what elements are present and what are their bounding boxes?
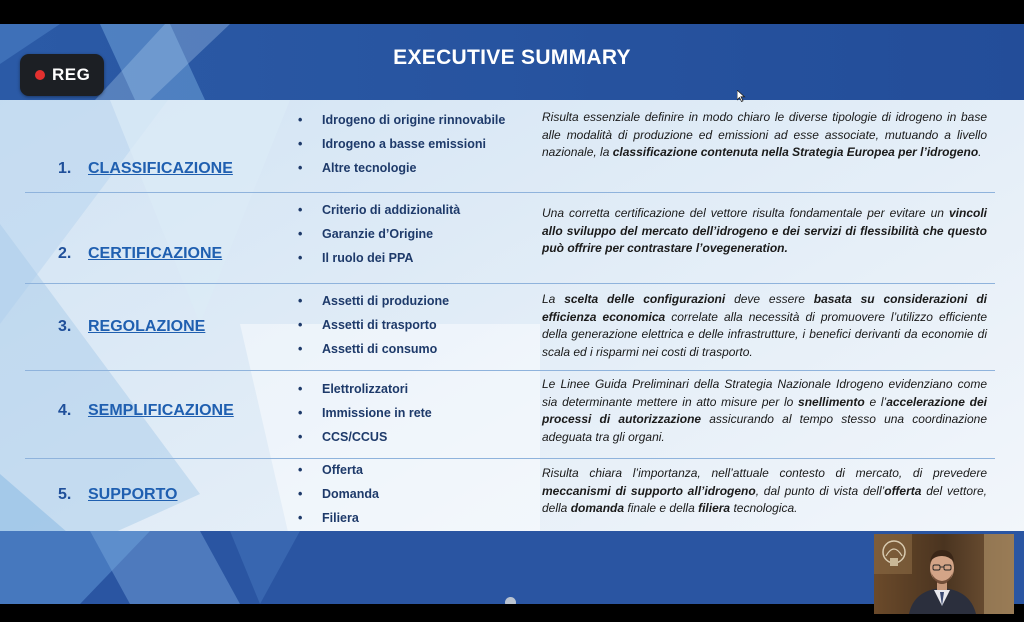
list-item: • Assetti di consumo	[298, 342, 438, 356]
row-description	[542, 291, 987, 361]
list-item: • Idrogeno di origine rinnovabile	[298, 113, 506, 127]
recording-label: REG	[52, 65, 91, 84]
list-item: • Garanzie d’Origine	[298, 227, 434, 241]
row-number: 5.	[58, 486, 72, 503]
row-number: 4.	[58, 402, 72, 419]
top-black-bar	[0, 0, 1024, 24]
mouse-cursor-icon	[737, 90, 746, 102]
participant-video-icon	[874, 534, 1014, 614]
slide-header	[0, 24, 1024, 100]
description-emphasis: domanda	[570, 501, 625, 516]
description-emphasis: classificazione contenuta nella Strategia Europea per l’idrogeno	[612, 145, 979, 160]
row-description	[542, 205, 987, 258]
row-divider	[25, 370, 995, 371]
list-item: • Elettrolizzatori	[298, 382, 409, 396]
description-emphasis: scelta delle configurazioni	[564, 292, 726, 306]
row-description	[542, 376, 987, 446]
description-text: finale e della	[624, 501, 699, 516]
row-number: 2.	[58, 245, 72, 262]
description-emphasis: meccanismi di supporto all’idrogeno	[542, 483, 756, 498]
bottom-black-bar	[0, 604, 1024, 622]
recording-badge[interactable]	[20, 54, 104, 96]
slide-page-indicator[interactable]	[505, 597, 516, 604]
description-text: Risulta chiara l’importanza, nell’attuale contesto di mercato, di prevedere	[542, 466, 987, 480]
list-item: • Domanda	[298, 487, 379, 501]
record-dot-icon	[35, 70, 45, 80]
bullet-list	[298, 202, 528, 274]
bullet-list	[298, 381, 528, 453]
row-divider	[25, 458, 995, 459]
description-emphasis: vincoli allo sviluppo del mercato dell’idrogeno e dei servizi di flessibilità che questo può offrire per contrastare l’ovegeneration.	[542, 206, 987, 256]
row-divider	[25, 283, 995, 284]
row-number: 3.	[58, 318, 72, 335]
section-link-certificazione[interactable]: CERTIFICAZIONE	[88, 245, 223, 262]
list-item: • Filiera	[298, 511, 359, 525]
description-text: Le Linee Guida Preliminari della Strategia Nazionale Idrogeno evidenziano come sia determinante mettere in atto misure per lo	[542, 377, 987, 409]
bullet-list	[298, 462, 528, 534]
list-item: • Assetti di trasporto	[298, 318, 437, 332]
list-item: • Altre tecnologie	[298, 161, 417, 175]
description-emphasis: snellimento	[798, 394, 865, 409]
section-link-semplificazione[interactable]: SEMPLIFICAZIONE	[88, 402, 234, 419]
list-item: • Criterio di addizionalità	[298, 203, 461, 217]
row-description	[542, 465, 987, 518]
description-text: .	[978, 145, 982, 160]
list-item: • Immissione in rete	[298, 406, 432, 420]
description-text: Una corretta certificazione del vettore risulta fondamentale per evitare un	[542, 206, 949, 220]
list-item: • CCS/CCUS	[298, 430, 388, 444]
description-text: deve essere	[725, 292, 814, 306]
participant-video-thumbnail[interactable]	[874, 534, 1014, 614]
section-link-supporto[interactable]: SUPPORTO	[88, 486, 178, 503]
list-item: • Assetti di produzione	[298, 294, 450, 308]
row-divider	[25, 192, 995, 193]
description-text: assicurando al tempo stesso una coordinazione adeguata tra gli organi.	[542, 412, 987, 444]
description-emphasis: basata su considerazioni di efficienza economica	[542, 292, 987, 324]
description-emphasis: offerta	[884, 483, 922, 498]
list-item: • Idrogeno a basse emissioni	[298, 137, 486, 151]
description-text: , dal punto di vista dell’	[755, 483, 885, 498]
section-link-regolazione[interactable]: REGOLAZIONE	[88, 318, 206, 335]
list-item: • Offerta	[298, 463, 363, 477]
bullet-list	[298, 112, 528, 184]
row-description	[542, 109, 987, 162]
description-text: tecnologica.	[730, 501, 798, 516]
section-link-classificazione[interactable]: CLASSIFICAZIONE	[88, 160, 233, 177]
bullet-list	[298, 293, 528, 365]
description-emphasis: accelerazione dei processi di autorizzazione	[542, 394, 987, 427]
row-number: 1.	[58, 160, 72, 177]
description-text: del vettore, della	[542, 483, 988, 516]
description-text: Risulta essenziale definire in modo chiaro le diverse tipologie di idrogeno in base alle modalità di produzione ed emissioni ad esse associate, mutuando a livello nazionale, la	[542, 110, 987, 160]
description-text: La	[542, 292, 565, 306]
description-text: correlate alla necessità di promuovere l’utilizzo efficiente della generazione elettrica e delle infrastrutture, i benefici derivanti da economie di scala ed i risparmi nei costi di trasporto.	[542, 309, 987, 359]
description-emphasis: filiera	[698, 501, 731, 516]
description-text: e l’	[864, 394, 887, 409]
presentation-slide	[0, 24, 1024, 604]
list-item: • Il ruolo dei PPA	[298, 251, 414, 265]
slide-title: EXECUTIVE SUMMARY	[393, 46, 631, 69]
